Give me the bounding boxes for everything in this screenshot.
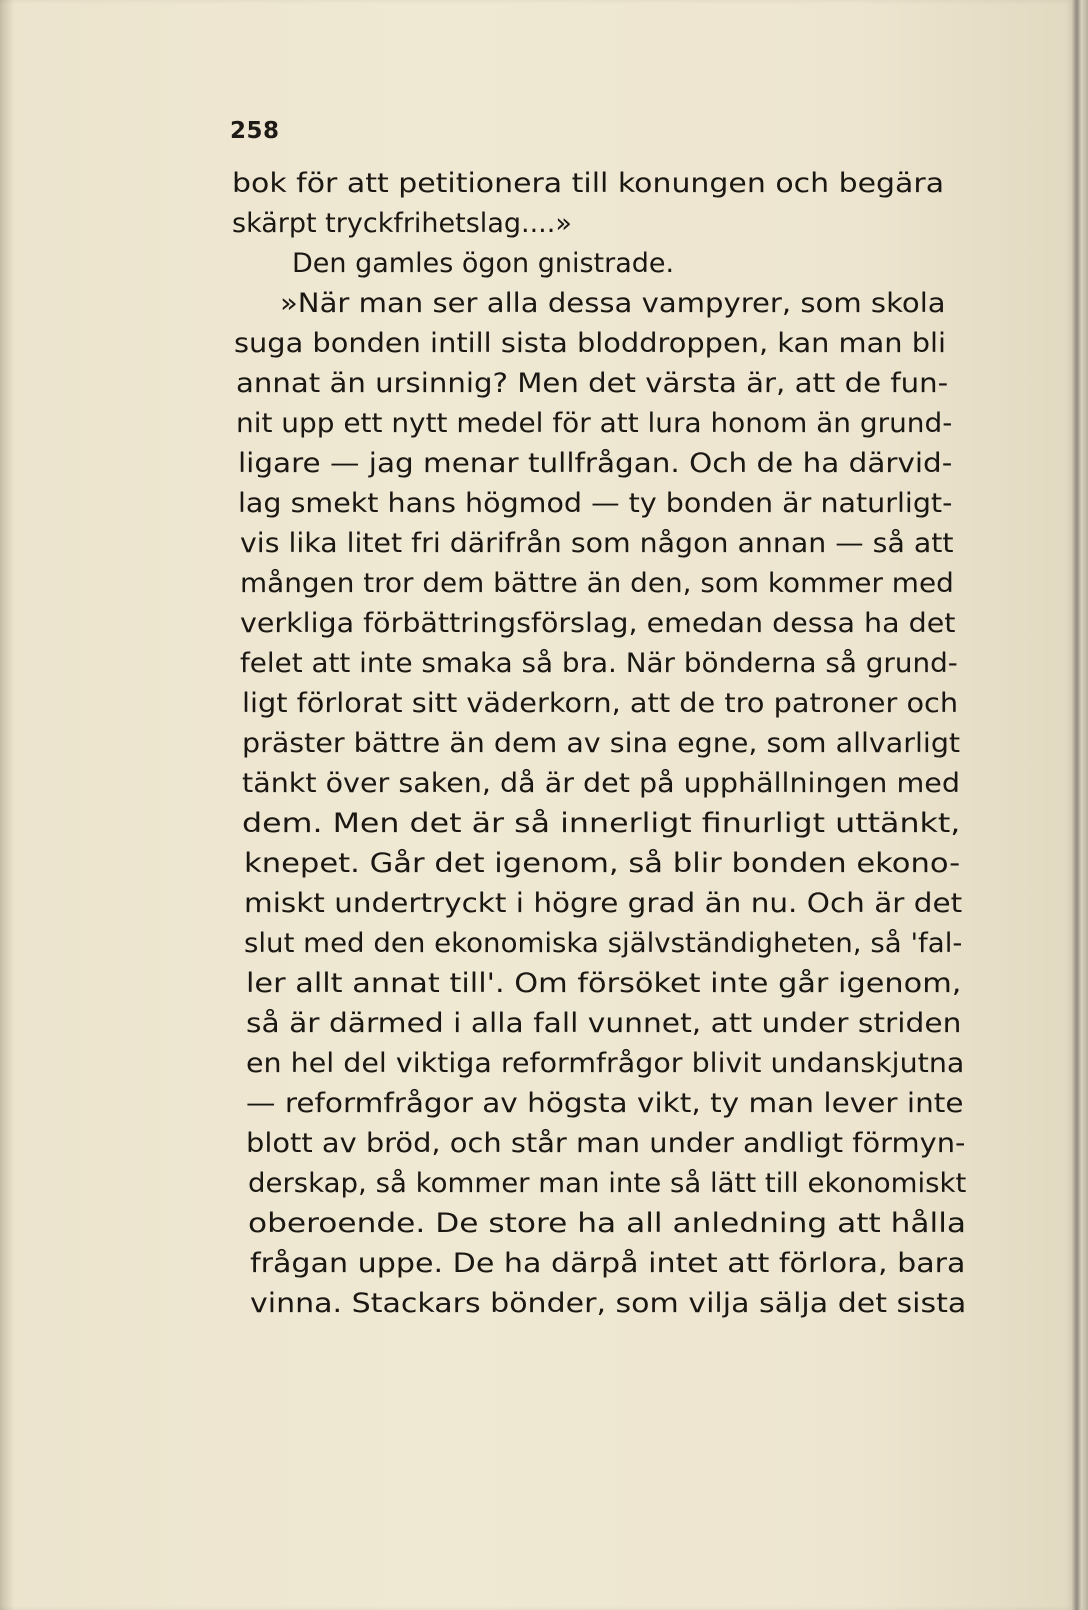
text-line: vinna. Stackars bönder, som vilja sälja det sista: [250, 1288, 967, 1319]
text-line: nit upp ett nytt medel för att lura honom än grund-: [236, 408, 953, 439]
text-line: en hel del viktiga reformfrågor blivit undanskjutna: [246, 1048, 965, 1079]
text-line: ligt förlorat sitt väderkorn, att de tro patroner och: [242, 688, 959, 719]
text-line: knepet. Går det igenom, så blir bonden ekono-: [244, 848, 961, 879]
text-line: så är därmed i alla fall vunnet, att under striden: [246, 1008, 962, 1039]
text-line: »När man ser alla dessa vampyrer, som skola: [280, 288, 946, 319]
text-line: präster bättre än dem av sina egne, som allvarligt: [242, 728, 961, 759]
text-line: felet att inte smaka så bra. När bönderna så grund-: [240, 648, 958, 679]
text-line: frågan uppe. De ha därpå intet att förlora, bara: [250, 1248, 966, 1279]
text-line: ligare — jag menar tullfrågan. Och de ha därvid-: [238, 448, 953, 479]
text-line: — reformfrågor av högsta vikt, ty man lever inte: [246, 1088, 964, 1119]
text-line: oberoende. De store ha all anledning att hålla: [248, 1208, 967, 1239]
text-line: miskt undertryckt i högre grad än nu. Och är det: [244, 888, 963, 919]
text-line: skärpt tryckfrihetslag....»: [232, 208, 572, 239]
page-edge: [1072, 0, 1088, 1610]
text-line: lag smekt hans högmod — ty bonden är naturligt-: [238, 488, 953, 519]
text-line: ler allt annat till'. Om försöket inte går igenom,: [246, 968, 962, 999]
text-line: tänkt över saken, då är det på upphällningen med: [242, 768, 960, 799]
text-line: blott av bröd, och står man under andligt förmyn-: [246, 1128, 966, 1159]
text-line: dem. Men det är så innerligt finurligt uttänkt,: [242, 808, 961, 839]
text-line: bok för att petitionera till konungen och begära: [232, 168, 945, 199]
text-line: verkliga förbättringsförslag, emedan dessa ha det: [240, 608, 956, 639]
text-line: derskap, så kommer man inte så lätt till ekonomiskt: [248, 1168, 967, 1199]
text-line: annat än ursinnig? Men det värsta är, att de fun-: [236, 368, 949, 399]
text-line: slut med den ekonomiska självständigheten, så 'fal-: [244, 928, 963, 959]
text-line: Den gamles ögon gnistrade.: [292, 248, 675, 279]
page-number: 258: [230, 118, 280, 144]
text-line: suga bonden intill sista bloddroppen, kan man bli: [234, 328, 947, 359]
text-line: vis lika litet fri därifrån som någon annan — så att: [240, 528, 954, 559]
text-line: mången tror dem bättre än den, som kommer med: [240, 568, 954, 599]
